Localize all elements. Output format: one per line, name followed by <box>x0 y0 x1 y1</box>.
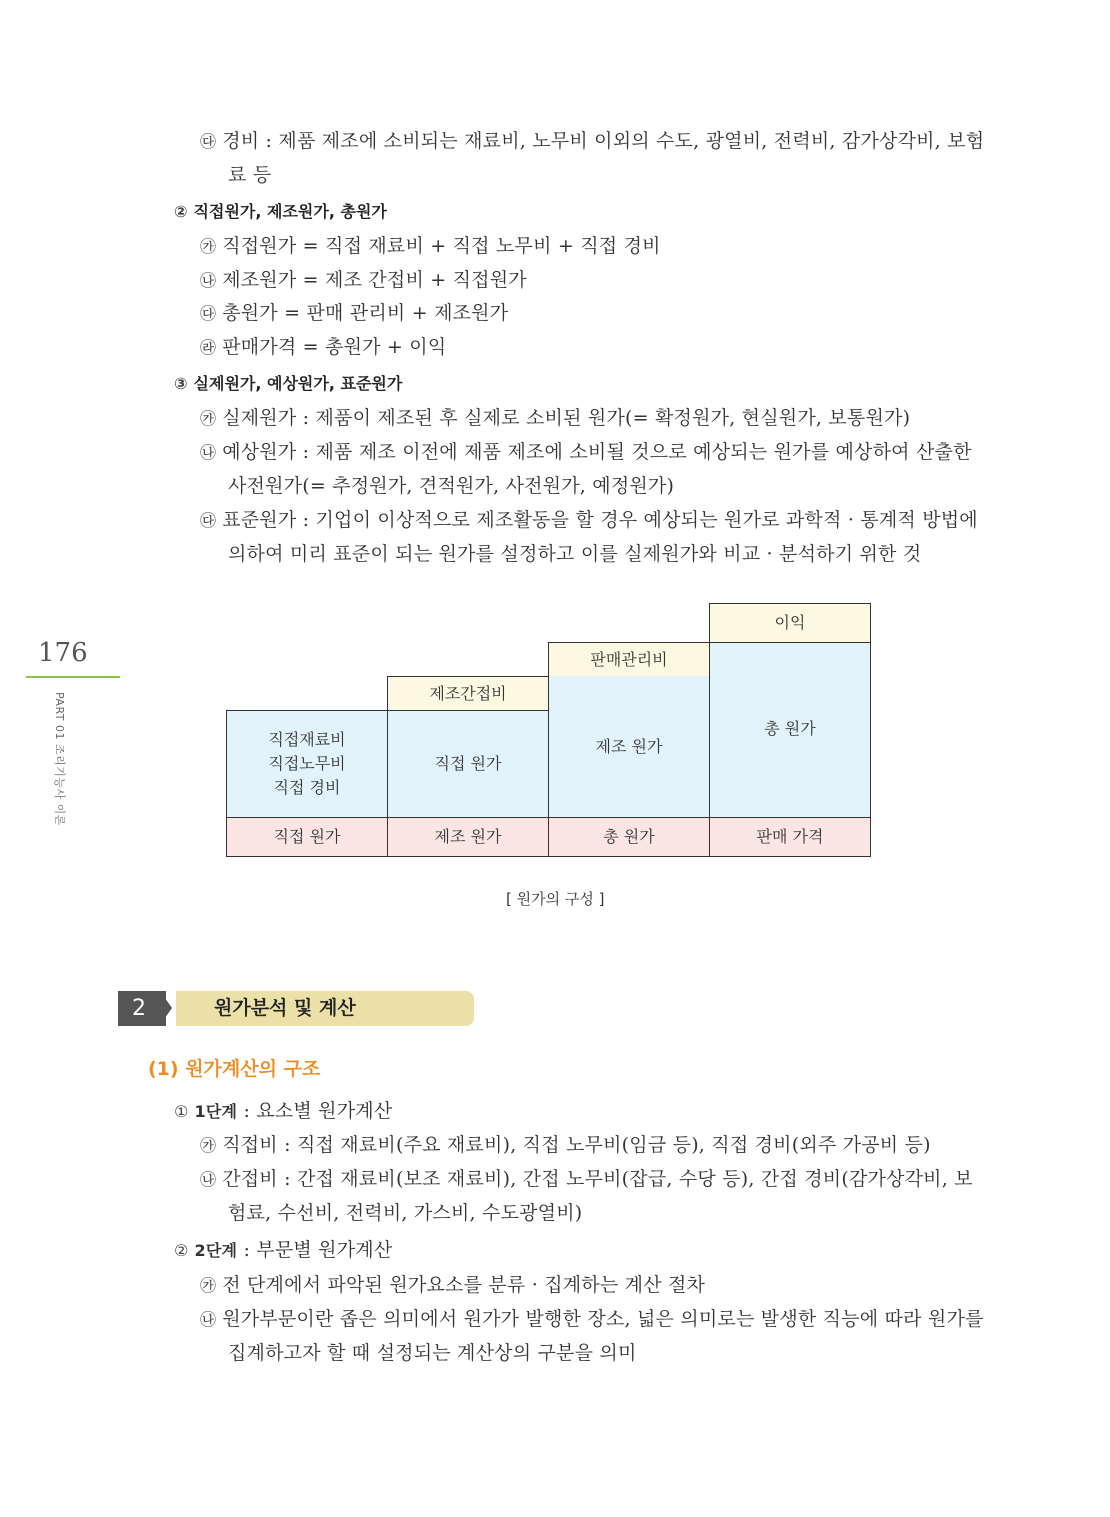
col3-bottom: 총 원가 <box>548 817 710 857</box>
item-continuation: 료 등 <box>228 164 272 186</box>
list-item <box>200 124 984 159</box>
list-item <box>200 296 508 331</box>
page-number: 176 <box>38 638 88 668</box>
col1-line2: 직접노무비 <box>268 754 346 773</box>
list-item <box>200 1302 984 1337</box>
heading-text: 실제원가, 예상원가, 표준원가 <box>193 374 403 393</box>
item-text: 총원가 = 판매 관리비 + 제조원가 <box>222 302 509 324</box>
item-text: 표준원가 : 기업이 이상적으로 제조활동을 할 경우 예상되는 원가로 과학적 · 통계적 방법에 <box>222 509 978 531</box>
col2-top: 제조간접비 <box>387 676 549 711</box>
col1-line3: 직접 경비 <box>273 778 341 797</box>
list-item <box>200 263 527 298</box>
item-text: 간접비 : 간접 재료비(보조 재료비), 간접 노무비(잡급, 수당 등), 간접 경비(감가상각비, 보 <box>222 1168 973 1190</box>
list-item <box>200 330 446 365</box>
col3-top: 판매관리비 <box>548 642 710 677</box>
item-text: 예상원가 : 제품 제조 이전에 제품 제조에 소비될 것으로 예상되는 원가를 예상하여 산출한 <box>222 441 972 463</box>
heading-marker: ③ <box>174 374 188 393</box>
col1-bottom: 직접 원가 <box>226 817 388 857</box>
item-text: 직접원가 = 직접 재료비 + 직접 노무비 + 직접 경비 <box>222 235 661 257</box>
item-text: 원가부문이란 좁은 의미에서 원가가 발행한 장소, 넓은 의미로는 발생한 직능에 따라 원가를 <box>222 1308 984 1330</box>
item-marker: ㉯ <box>200 1310 217 1329</box>
step-marker: ② <box>174 1241 189 1260</box>
item-marker: ㉮ <box>200 1276 217 1295</box>
list-item <box>200 229 661 264</box>
heading-text: 직접원가, 제조원가, 총원가 <box>193 202 387 221</box>
subsection-title: (1) 원가계산의 구조 <box>148 1058 321 1080</box>
item-marker: ㉯ <box>200 271 217 290</box>
section-heading <box>174 369 402 399</box>
item-marker: ㉰ <box>200 511 217 530</box>
col2-bottom: 제조 원가 <box>387 817 549 857</box>
item-marker: ㉯ <box>200 1170 217 1189</box>
step-label: 1단계 <box>194 1102 238 1121</box>
col4-body: 총 원가 <box>709 642 871 818</box>
col1-line1: 직접재료비 <box>268 730 346 749</box>
section-number-arrow <box>160 991 172 1025</box>
part-label: PART 01 조리기능사 이론 <box>53 692 66 826</box>
item-continuation: 사전원가(= 추정원가, 견적원가, 사전원가, 예정원가) <box>228 475 675 497</box>
list-item <box>200 503 978 538</box>
item-text: 경비 : 제품 제조에 소비되는 재료비, 노무비 이외의 수도, 광열비, 전력비, 감가상각비, 보험 <box>222 130 985 152</box>
step-label: 2단계 <box>194 1241 238 1260</box>
item-text: 전 단계에서 파악된 원가요소를 분류 · 집계하는 계산 절차 <box>222 1274 706 1296</box>
item-marker: ㉰ <box>200 304 217 323</box>
col1-body <box>226 710 388 818</box>
step-heading <box>174 1094 392 1129</box>
list-item <box>200 1162 973 1197</box>
list-item <box>200 1128 931 1163</box>
item-marker: ㉰ <box>200 132 217 151</box>
step-text: : 부문별 원가계산 <box>237 1239 393 1261</box>
heading-marker: ② <box>174 202 188 221</box>
section-title: 원가분석 및 계산 <box>214 997 356 1019</box>
item-marker: ㉱ <box>200 338 217 357</box>
section-heading <box>174 197 387 227</box>
item-continuation: 의하여 미리 표준이 되는 원가를 설정하고 이를 실제원가와 비교 · 분석하기 위한 것 <box>228 543 922 565</box>
step-text: : 요소별 원가계산 <box>237 1100 393 1122</box>
list-item <box>200 1268 705 1303</box>
item-marker: ㉮ <box>200 409 217 428</box>
side-divider <box>26 676 120 678</box>
item-text: 판매가격 = 총원가 + 이익 <box>222 336 447 358</box>
col3-body: 제조 원가 <box>548 676 710 818</box>
section-number: 2 <box>118 991 166 1026</box>
col2-body: 직접 원가 <box>387 710 549 818</box>
item-marker: ㉮ <box>200 237 217 256</box>
list-item <box>200 435 972 470</box>
step-marker: ① <box>174 1102 189 1121</box>
item-continuation: 험료, 수선비, 전력비, 가스비, 수도광열비) <box>228 1202 583 1224</box>
item-text: 제조원가 = 제조 간접비 + 직접원가 <box>222 269 527 291</box>
item-continuation: 집계하고자 할 때 설정되는 계산상의 구분을 의미 <box>228 1342 637 1364</box>
step-heading <box>174 1233 392 1268</box>
item-text: 직접비 : 직접 재료비(주요 재료비), 직접 노무비(임금 등), 직접 경비(외주 가공비 등) <box>222 1134 931 1156</box>
item-marker: ㉯ <box>200 443 217 462</box>
list-item <box>200 401 910 436</box>
item-text: 실제원가 : 제품이 제조된 후 실제로 소비된 원가(= 확정원가, 현실원가, 보통원가) <box>222 407 911 429</box>
col4-bottom: 판매 가격 <box>709 817 871 857</box>
col4-top: 이익 <box>709 603 871 643</box>
figure-caption: [ 원가의 구성 ] <box>506 890 605 908</box>
item-marker: ㉮ <box>200 1136 217 1155</box>
